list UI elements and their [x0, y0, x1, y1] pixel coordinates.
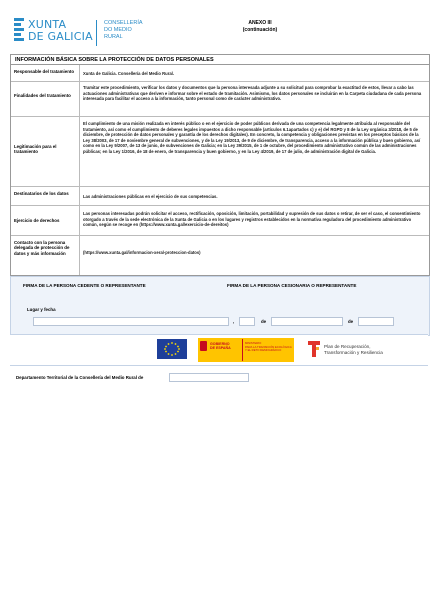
table-row [11, 65, 429, 82]
signature-cedente-heading: FIRMA DE LA PERSONA CEDENTE O REPRESENTANTE [23, 283, 146, 288]
place-field[interactable] [33, 317, 229, 326]
ministry-line1: MINISTERIO [245, 341, 262, 345]
row-value: Las personas interesadas podrán solicitar el acceso, rectificación, oposición, limitación, portabilidad y supresión de sus datos o retirar, de ser el caso, el consentimiento otorgado a través de la sede electrónica de la Xunta de Galicia o en los lugares y registros establecidos en la normativa reguladora del procedimiento administrativo común, según se recoge en (https://www.xunta.gal/exercicio-de-dereitos) [83, 211, 421, 227]
consellaria-line1: CONSELLERÍA [104, 20, 143, 26]
row-label: Ejercicio de derechos [14, 218, 60, 223]
de-separator-2: de [348, 319, 354, 324]
department-label: Departamento Territorial de la Consellería del Medio Rural de [16, 375, 144, 380]
row-value: El cumplimiento de una misión realizada en interés público o en el ejercicio de poder públicos derivada de una competencia legalmente atribuida al responsable del tratamiento, así como el cumplimiento de deberes legales impuestos a dicho responsable (artículos 6.1apartados c) y e) del RGPD y 8 de la Ley orgánica 3/2018, de 5 de diciembre, de protección de datos personales y garantía de los derechos digitales). En concreto, la competencia y obligaciones previstas en los preceptos básicos de la Ley 38/2003, de 17 de noviembre general de subvenciones, y de la Ley 19/2013, de 9 de diciembre, de transparencia, acceso a la información pública y buen gobierno, así como en la Ley 9/2007, de 13 de junio, de subvenciones de Galicia; en la Ley 39/2015, de 1 de octubre, del procedimiento administrativo común de las administraciones públicas; en la Ley 1/2016, de 18 de enero, de transparencia y buen gobierno, y en la Ley 4/2019, de 17 de julio, de administración digital de Galicia. [83, 121, 421, 154]
annex-subtitle: (continuación) [242, 27, 278, 33]
data-protection-table [10, 54, 430, 276]
signature-section [10, 276, 430, 336]
prtr-mark-icon [308, 341, 320, 357]
spain-ministry-logo [198, 338, 294, 362]
row-value: Xunta de Galicia. Consellería del Medio Rural. [83, 71, 174, 76]
signature-cesionaria-heading: FIRMA DE LA PERSONA CESIONARIA O REPRESENTANTE [227, 283, 357, 288]
consellaria-name [104, 20, 184, 41]
row-label: Legitimación para el tratamiento [14, 144, 57, 155]
logo-line2: DE GALICIA [28, 30, 93, 43]
table-title: INFORMACIÓN BÁSICA SOBRE LA PROTECCIÓN DE DATOS PERSONALES [11, 55, 429, 65]
eu-flag-icon [157, 339, 187, 359]
ministry-line3: Y EL RETO DEMOGRÁFICO [245, 348, 282, 353]
row-label: Finalidades del tratamiento [14, 93, 71, 98]
department-field[interactable] [169, 373, 249, 382]
gov-line1: GOBIERNO [210, 342, 230, 346]
de-separator-1: de [261, 319, 267, 324]
place-date-label: Lugar y fecha [27, 307, 56, 312]
year-field[interactable] [358, 317, 394, 326]
row-label: Contacto con la persona delegada de protección de datos y más información [14, 240, 70, 256]
xunta-emblem-icon [14, 18, 24, 42]
table-row [11, 187, 429, 206]
annex-heading [220, 20, 300, 34]
comma-separator: , [233, 319, 235, 324]
funding-logos [10, 334, 428, 366]
row-value: (https://www.xunta.gal/informacion-xeral-proteccion-datos) [83, 250, 201, 255]
consellaria-line3: RURAL [104, 34, 123, 40]
table-row [11, 206, 429, 236]
month-field[interactable] [271, 317, 343, 326]
logo-divider [96, 20, 97, 46]
consellaria-line2: DO MEDIO [104, 27, 132, 33]
plan-line2: Transformación y Resiliencia [324, 349, 383, 355]
annex-title: ANEXO III [248, 20, 272, 26]
prtr-logo [308, 339, 418, 361]
table-row [11, 117, 429, 187]
row-label: Destinatarios de los datos [14, 191, 69, 196]
plan-line1: Plan de Recuperación, [324, 344, 371, 349]
row-label: Responsable del tratamiento [14, 69, 75, 74]
table-row [11, 236, 429, 275]
spain-emblem-icon [200, 341, 207, 351]
gov-line2: DE ESPAÑA [210, 346, 231, 351]
table-row [11, 82, 429, 117]
xunta-logo [14, 18, 94, 46]
logo-line1: XUNTA [28, 18, 67, 31]
row-value: Tramitar este procedimiento, verificar los datos y documentos que la persona interesada adjunte a su solicitud para comprobar la exactitud de estos, llevar a cabo las actuaciones administrativas que deriven e informar sobre el estado de tramitación. Asimismo, los datos personales se incluirán en la Carpeta ciudadana de cada persona interesada para facilitar el acceso a la información, tanto personal como de carácter administrativo. [83, 85, 422, 101]
day-field[interactable] [239, 317, 255, 326]
ministry-line2: PARA LA TRANSICIÓN ECOLÓGICA [245, 344, 292, 349]
row-value: Las administraciones públicas en el ejercicio de sus competencias. [83, 194, 218, 199]
